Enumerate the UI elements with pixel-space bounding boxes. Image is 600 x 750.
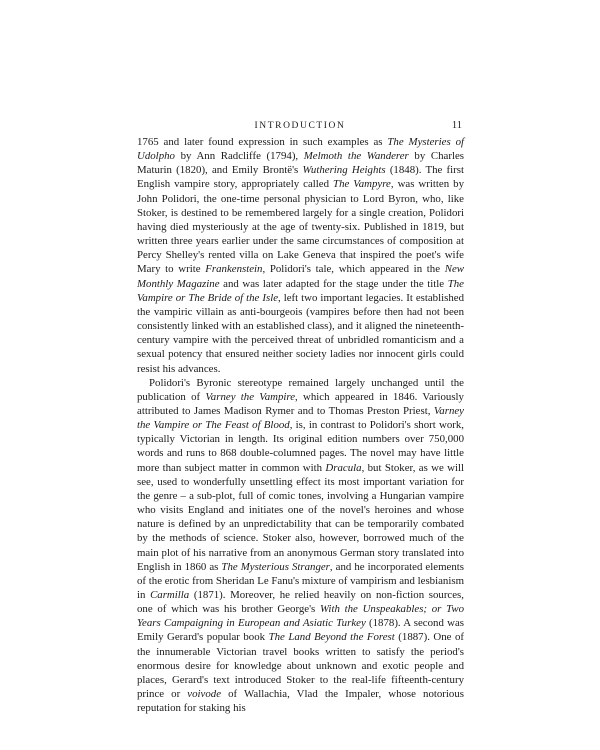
italic-title: voivode: [187, 688, 222, 701]
italic-title: New Monthly Magazine: [137, 263, 465, 290]
text-run: (1871). Moreover, he relied heavily on non-fiction sources, one of which was his brother George's: [137, 589, 464, 616]
italic-title: The Mysterious Stranger: [221, 560, 330, 573]
italic-title: The Land Beyond the Forest: [268, 631, 395, 644]
italic-title: Wuthering Heights: [302, 164, 386, 177]
page-number: 11: [451, 120, 462, 131]
text-run: , left two important legacies. It established the vampiric villain as anti-bourgeois (vampires before then had not been consistently linked with an established class), and it aligned the nineteenth-century vampire with the perceived threat of unbridled romanticism and a sexual potency that ensured neither society ladies nor innocent girls could resist his advances.: [137, 291, 465, 375]
paragraph-1: [137, 135, 464, 376]
text-run: by Charles Maturin (1820), and Emily Brontë's: [137, 150, 464, 177]
running-title: INTRODUCTION: [254, 121, 346, 131]
italic-title: Dracula: [325, 461, 362, 474]
italic-title: Varney the Vampire: [205, 390, 296, 403]
text-run: 1765 and later found expression in such examples as: [137, 136, 388, 148]
text-run: (1887). One of the innumerable Victorian travel books written to satisfy the period's enormous desire for knowledge about unknown and exotic people and places, Gerard's text introduced Stoker to the real-life fifteenth-century prince or: [137, 631, 465, 701]
text-run: Polidori's Byronic stereotype remained largely unchanged until the publication of: [137, 376, 464, 403]
running-head: [138, 119, 462, 133]
italic-title: The Vampire or The Bride of the Isle: [137, 277, 464, 304]
text-run: (1878). A second was Emily Gerard's popular book: [137, 617, 465, 644]
italic-title: Frankenstein: [205, 263, 263, 276]
body-text: [137, 135, 464, 715]
text-run: , Polidori's tale, which appeared in the: [262, 263, 445, 276]
text-run: , which appeared in 1846. Variously attributed to James Madison Rymer and to Thomas Preston Priest,: [137, 390, 464, 417]
italic-title: Carmilla: [150, 589, 190, 601]
italic-title: The Mysteries of Udolpho: [137, 136, 465, 163]
paragraph-2: [137, 376, 464, 716]
text-run: , but Stoker, as we will see, used to wonderfully unsettling effect its most important variation for the genre – a sub-plot, full of comic tones, involving a Hungarian vampire who visits England and initiates one of the novel's heroines and whose nature is defined by an unpredictability that can be temporarily combated by the methods of science. Stoker also, however, borrowed much of the main plot of his narrative from an anonymous German story translated into English in 1860 as: [137, 461, 464, 573]
text-run: by Ann Radcliffe (1794),: [174, 150, 304, 163]
italic-title: With the Unspeakables; or Two Years Campaigning in European and Asiatic Turkey: [137, 603, 464, 630]
text-run: , and he incorporated elements of the erotic from Sheridan Le Fanu's mixture of vampirism and lesbianism in: [137, 560, 464, 601]
text-run: of Wallachia, Vlad the Impaler, whose notorious reputation for staking his: [137, 688, 464, 715]
italic-title: Varney the Vampire or The Feast of Blood: [137, 404, 464, 432]
text-run: , is, in contrast to Polidori's short work, typically Victorian in length. Its original edition numbers over 750,000 words and runs to 868 double-columned pages. The novel may have little more than subject matter in common with: [137, 419, 464, 474]
text-run: (1848). The first English vampire story, appropriately called: [137, 164, 464, 191]
italic-title: Melmoth the Wanderer: [303, 150, 409, 163]
text-run: and was later adapted for the stage under the title: [219, 277, 448, 290]
text-run: , was written by John Polidori, the one-time personal physician to Lord Byron, who, like Stoker, is destined to be remembered largely for a single creation, Polidori having died mysteriously at the age of twenty-six. Published in 1819, but written three years earlier under the same circumstances of composition at Percy Shelley's rented villa on Lake Geneva that inspired the poet's wife Mary to write: [137, 178, 464, 276]
italic-title: The Vampyre: [333, 178, 391, 191]
